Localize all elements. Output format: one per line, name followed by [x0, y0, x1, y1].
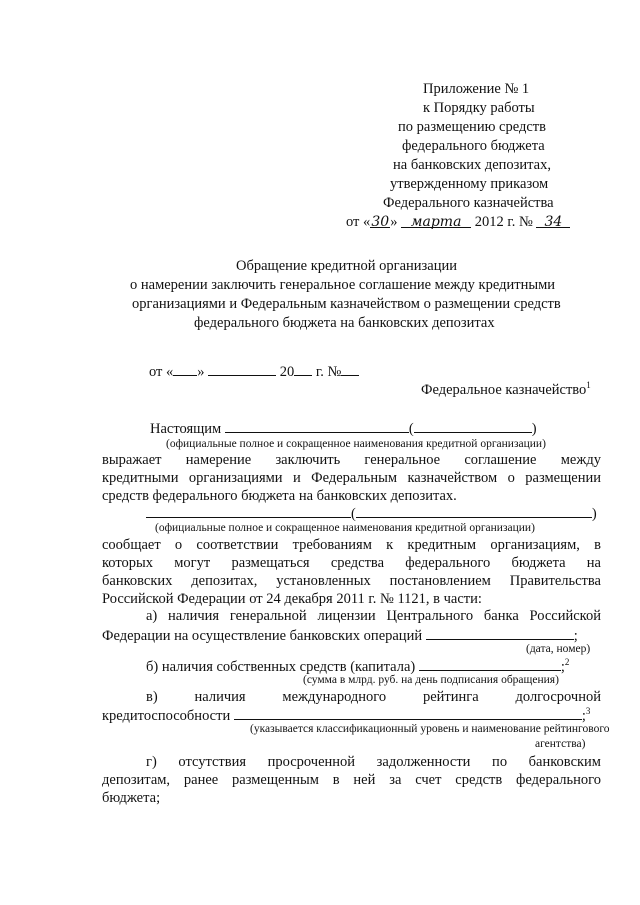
org-short-name-field[interactable] [414, 419, 532, 433]
footnote-mark: 1 [586, 380, 591, 391]
org-name-field[interactable] [225, 419, 409, 433]
capital-field[interactable] [419, 657, 561, 671]
caption: (официальные полное и сокращенное наименования кредитной организации) [155, 522, 535, 534]
item-a-line2: Федерации на осуществление банковских операций ; [102, 628, 578, 644]
item-g: г) отсутствия просроченной задолженности по банковским [146, 754, 601, 770]
reference-line: от « » 20 г. № [149, 362, 359, 381]
caption: агентства) [535, 738, 586, 750]
body-line: выражает намерение заключить генеральное соглашение между [102, 452, 601, 468]
caption: (сумма в млрд. руб. на день подписания обращения) [303, 674, 559, 686]
handwritten-day: 30 [371, 214, 390, 230]
title-line: федерального бюджета на банковских депозитах [194, 315, 495, 331]
appendix-line: утвержденному приказом [390, 176, 549, 192]
rating-field[interactable] [234, 706, 582, 720]
caption: (официальные полное и сокращенное наименования кредитной организации) [166, 438, 546, 450]
appendix-date: от «30» марта 2012 г. № 34 [346, 214, 570, 231]
body-line: бюджета; [102, 790, 161, 806]
body-line: которых могут размещаться средства федерального бюджета на [102, 555, 601, 571]
body-line: средств федерального бюджета на банковских депозитах. [102, 488, 457, 504]
caption: (указывается классификационный уровень и наименование рейтингового [250, 723, 610, 735]
caption: (дата, номер) [526, 643, 591, 655]
org-name-line: ( ) [146, 504, 597, 523]
title-line: о намерении заключить генеральное соглашение между кредитными [130, 277, 556, 293]
appendix-number: Приложение № 1 [423, 81, 530, 97]
body-line: кредитными организациями и Федеральным казначейством о размещении [102, 470, 601, 486]
title-line: Обращение кредитной организации [236, 258, 457, 274]
body-line: банковских депозитах, установленных постановлением Правительства [102, 573, 601, 589]
item-a: а) наличия генеральной лицензии Центрального банка Российской [146, 608, 601, 624]
item-b: б) наличия собственных средств (капитала) ;$^2$ [146, 657, 570, 675]
body-line: Российской Федерации от 24 декабря 2011 г. № 1121, в части: [102, 591, 482, 607]
footnote-mark: 3 [585, 706, 591, 717]
body-line: депозитам, ранее размещенным в ней за счет средств федерального [102, 772, 601, 788]
title-line: организациями и Федеральным казначейством о размещении средств [132, 296, 561, 312]
org-short-name-field[interactable] [356, 504, 592, 518]
footnote-mark: 2 [564, 657, 570, 668]
appendix-line: федерального бюджета [402, 138, 545, 154]
addressee: Федеральное казначейство$^1$ [421, 380, 591, 398]
handwritten-month: марта [401, 214, 471, 228]
handwritten-number: 34 [536, 214, 570, 228]
license-field[interactable] [426, 626, 574, 640]
appendix-line: Федерального казначейства [383, 195, 554, 211]
appendix-line: на банковских депозитах, [393, 157, 551, 173]
body-line: сообщает о соответствии требованиям к кредитным организациям, в [102, 537, 601, 553]
intro-line: Настоящим ( ) [150, 421, 537, 437]
appendix-line: по размещению средств [398, 119, 546, 135]
appendix-line: к Порядку работы [423, 100, 535, 116]
item-v-line2: кредитоспособности ;$^3$ [102, 706, 591, 724]
item-v: в) наличия международного рейтинга долгосрочной [146, 689, 601, 705]
org-name-field[interactable] [146, 504, 351, 518]
